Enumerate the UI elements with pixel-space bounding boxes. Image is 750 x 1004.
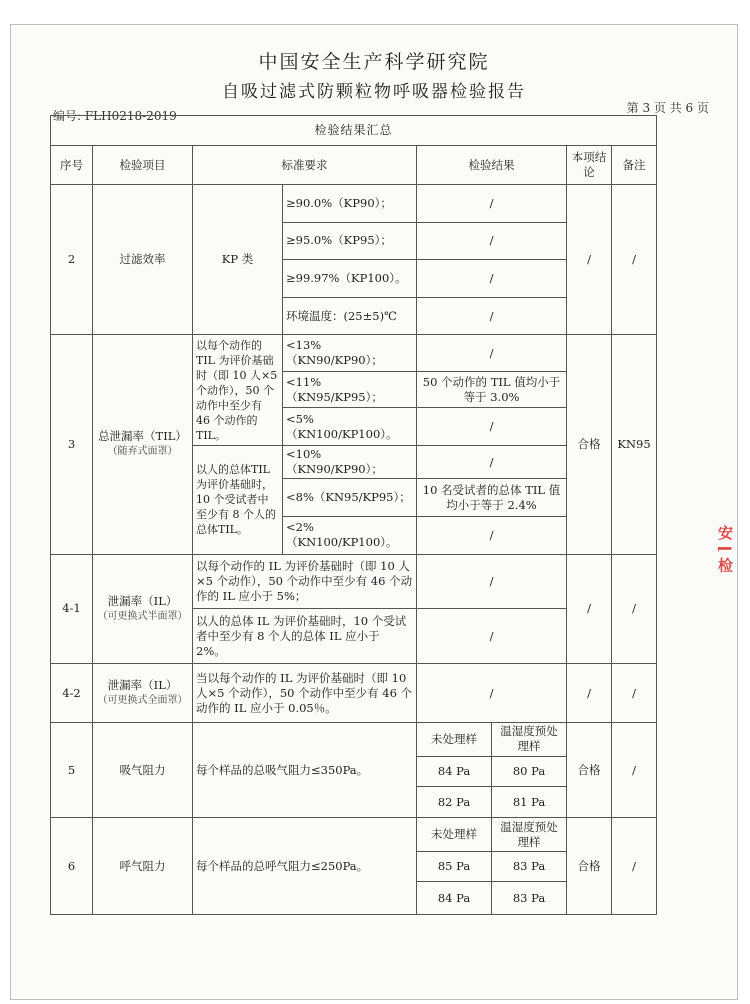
row6-value-a1: 85 Pa bbox=[417, 851, 492, 881]
row41-req-2: 以人的总体 IL 为评价基础时，10 个受试者中至少有 8 个人的总体 IL 应小于 2%。 bbox=[193, 609, 417, 664]
row3-remark: KN95 bbox=[612, 335, 657, 554]
header-remark: 备注 bbox=[612, 146, 657, 185]
seal-stamp: 安 ⌊ 检 bbox=[716, 525, 734, 573]
row5-value-b1: 80 Pa bbox=[492, 756, 567, 786]
row6-req: 每个样品的总呼气阻力≤250Pa。 bbox=[193, 818, 417, 915]
row41-item-sub: （可更换式半面罩） bbox=[97, 610, 188, 622]
row2-category: KP 类 bbox=[193, 185, 283, 335]
row41-remark: / bbox=[612, 554, 657, 664]
table-caption: 检验结果汇总 bbox=[51, 116, 657, 146]
row42-result: / bbox=[417, 664, 567, 723]
row42-item-sub: （可更换式全面罩） bbox=[97, 695, 188, 707]
row3-group1-req-1: <13%（KN90/KP90）； bbox=[283, 335, 417, 372]
row6-value-a2: 84 Pa bbox=[417, 882, 492, 915]
row6-col-pretreated: 温湿度预处理样 bbox=[492, 818, 567, 852]
row3-group2-req-2: <8%（KN95/KP95）； bbox=[283, 479, 417, 517]
row2-item: 过滤效率 bbox=[93, 185, 193, 335]
row41-item: 泄漏率（IL） bbox=[107, 593, 178, 608]
row41-req-1: 以每个动作的 IL 为评价基础时（即 10 人×5 个动作），50 个动作中至少有 46 个动作的 IL 应小于 5%； bbox=[193, 554, 417, 609]
row5-remark: / bbox=[612, 723, 657, 818]
row42-remark: / bbox=[612, 664, 657, 723]
row2-result-4: / bbox=[417, 297, 567, 335]
row2-conclusion: / bbox=[567, 185, 612, 335]
header-result: 检验结果 bbox=[417, 146, 567, 185]
row5-value-b2: 81 Pa bbox=[492, 787, 567, 818]
row5-conclusion: 合格 bbox=[567, 723, 612, 818]
row5-col-untreated: 未处理样 bbox=[417, 723, 492, 757]
row3-group2-result-2: 10 名受试者的总体 TIL 值均小于等于 2.4% bbox=[417, 479, 567, 517]
row42-conclusion: / bbox=[567, 664, 612, 723]
row3-item-sub: （随弃式面罩） bbox=[107, 446, 178, 458]
row2-req-3: ≥99.97%（KP100）。 bbox=[283, 260, 417, 298]
row3-group1-result-1: / bbox=[417, 335, 567, 372]
row6-seq: 6 bbox=[51, 818, 93, 915]
header-requirement: 标准要求 bbox=[193, 146, 417, 185]
row41-result-1: / bbox=[417, 554, 567, 609]
row3-group1-result-2: 50 个动作的 TIL 值均小于等于 3.0% bbox=[417, 371, 567, 408]
row3-group2-req-3: <2%（KN100/KP100）。 bbox=[283, 517, 417, 555]
row2-req-4: 环境温度：(25±5)℃ bbox=[283, 297, 417, 335]
row42-seq: 4-2 bbox=[51, 664, 93, 723]
row2-seq: 2 bbox=[51, 185, 93, 335]
row5-col-pretreated: 温湿度预处理样 bbox=[492, 723, 567, 757]
row5-item: 吸气阻力 bbox=[93, 723, 193, 818]
row2-result-1: / bbox=[417, 185, 567, 223]
row41-item-cell bbox=[93, 554, 193, 664]
document-number: 编号: FLH0218-2019 bbox=[53, 109, 177, 123]
row3-item-cell bbox=[93, 335, 193, 554]
row3-group1-result-3: / bbox=[417, 408, 567, 446]
row42-req: 当以每个动作的 IL 为评价基础时（即 10 人×5 个动作），50 个动作中至少有 46 个动作的 IL 应小于 0.05％。 bbox=[193, 664, 417, 723]
row5-req: 每个样品的总吸气阻力≤350Pa。 bbox=[193, 723, 417, 818]
row41-seq: 4-1 bbox=[51, 554, 93, 664]
row2-result-3: / bbox=[417, 260, 567, 298]
row2-req-2: ≥95.0%（KP95）； bbox=[283, 222, 417, 260]
row6-value-b2: 83 Pa bbox=[492, 882, 567, 915]
row3-group1-condition: 以每个动作的TIL 为评价基础时（即 10 人×5 个动作），50 个动作中至少有 46 个动作的 TIL。 bbox=[193, 335, 283, 446]
row2-remark: / bbox=[612, 185, 657, 335]
organization-name: 中国安全生产科学研究院 bbox=[258, 51, 490, 73]
row3-conclusion: 合格 bbox=[567, 335, 612, 554]
row6-conclusion: 合格 bbox=[567, 818, 612, 915]
row3-group2-req-1: <10%（KN90/KP90）； bbox=[283, 445, 417, 479]
page-number: 第 3 页 共 6 页 bbox=[626, 101, 709, 115]
row3-group1-req-2: <11%（KN95/KP95）； bbox=[283, 371, 417, 408]
report-title: 自吸过滤式防颗粒物呼吸器检验报告 bbox=[222, 82, 526, 102]
row6-col-untreated: 未处理样 bbox=[417, 818, 492, 852]
header-item: 检验项目 bbox=[93, 146, 193, 185]
row41-conclusion: / bbox=[567, 554, 612, 664]
row3-group2-result-1: / bbox=[417, 445, 567, 479]
row5-value-a2: 82 Pa bbox=[417, 787, 492, 818]
row6-item: 呼气阻力 bbox=[93, 818, 193, 915]
row41-result-2: / bbox=[417, 609, 567, 664]
row42-item: 泄漏率（IL） bbox=[107, 678, 178, 693]
row42-item-cell bbox=[93, 664, 193, 723]
header-seq: 序号 bbox=[51, 146, 93, 185]
row3-group2-condition: 以人的总体TIL 为评价基础时，10 个受试者中至少有 8 个人的总体TIL。 bbox=[193, 445, 283, 554]
row6-value-b1: 83 Pa bbox=[492, 851, 567, 881]
header-conclusion: 本项结论 bbox=[567, 146, 612, 185]
row5-value-a1: 84 Pa bbox=[417, 756, 492, 786]
row5-seq: 5 bbox=[51, 723, 93, 818]
row2-req-1: ≥90.0%（KP90）； bbox=[283, 185, 417, 223]
row2-result-2: / bbox=[417, 222, 567, 260]
row3-group1-req-3: <5%（KN100/KP100）。 bbox=[283, 408, 417, 446]
row3-seq: 3 bbox=[51, 335, 93, 554]
row6-remark: / bbox=[612, 818, 657, 915]
row3-item: 总泄漏率（TIL） bbox=[98, 429, 187, 444]
results-summary-table bbox=[50, 115, 657, 915]
row3-group2-result-3: / bbox=[417, 517, 567, 555]
